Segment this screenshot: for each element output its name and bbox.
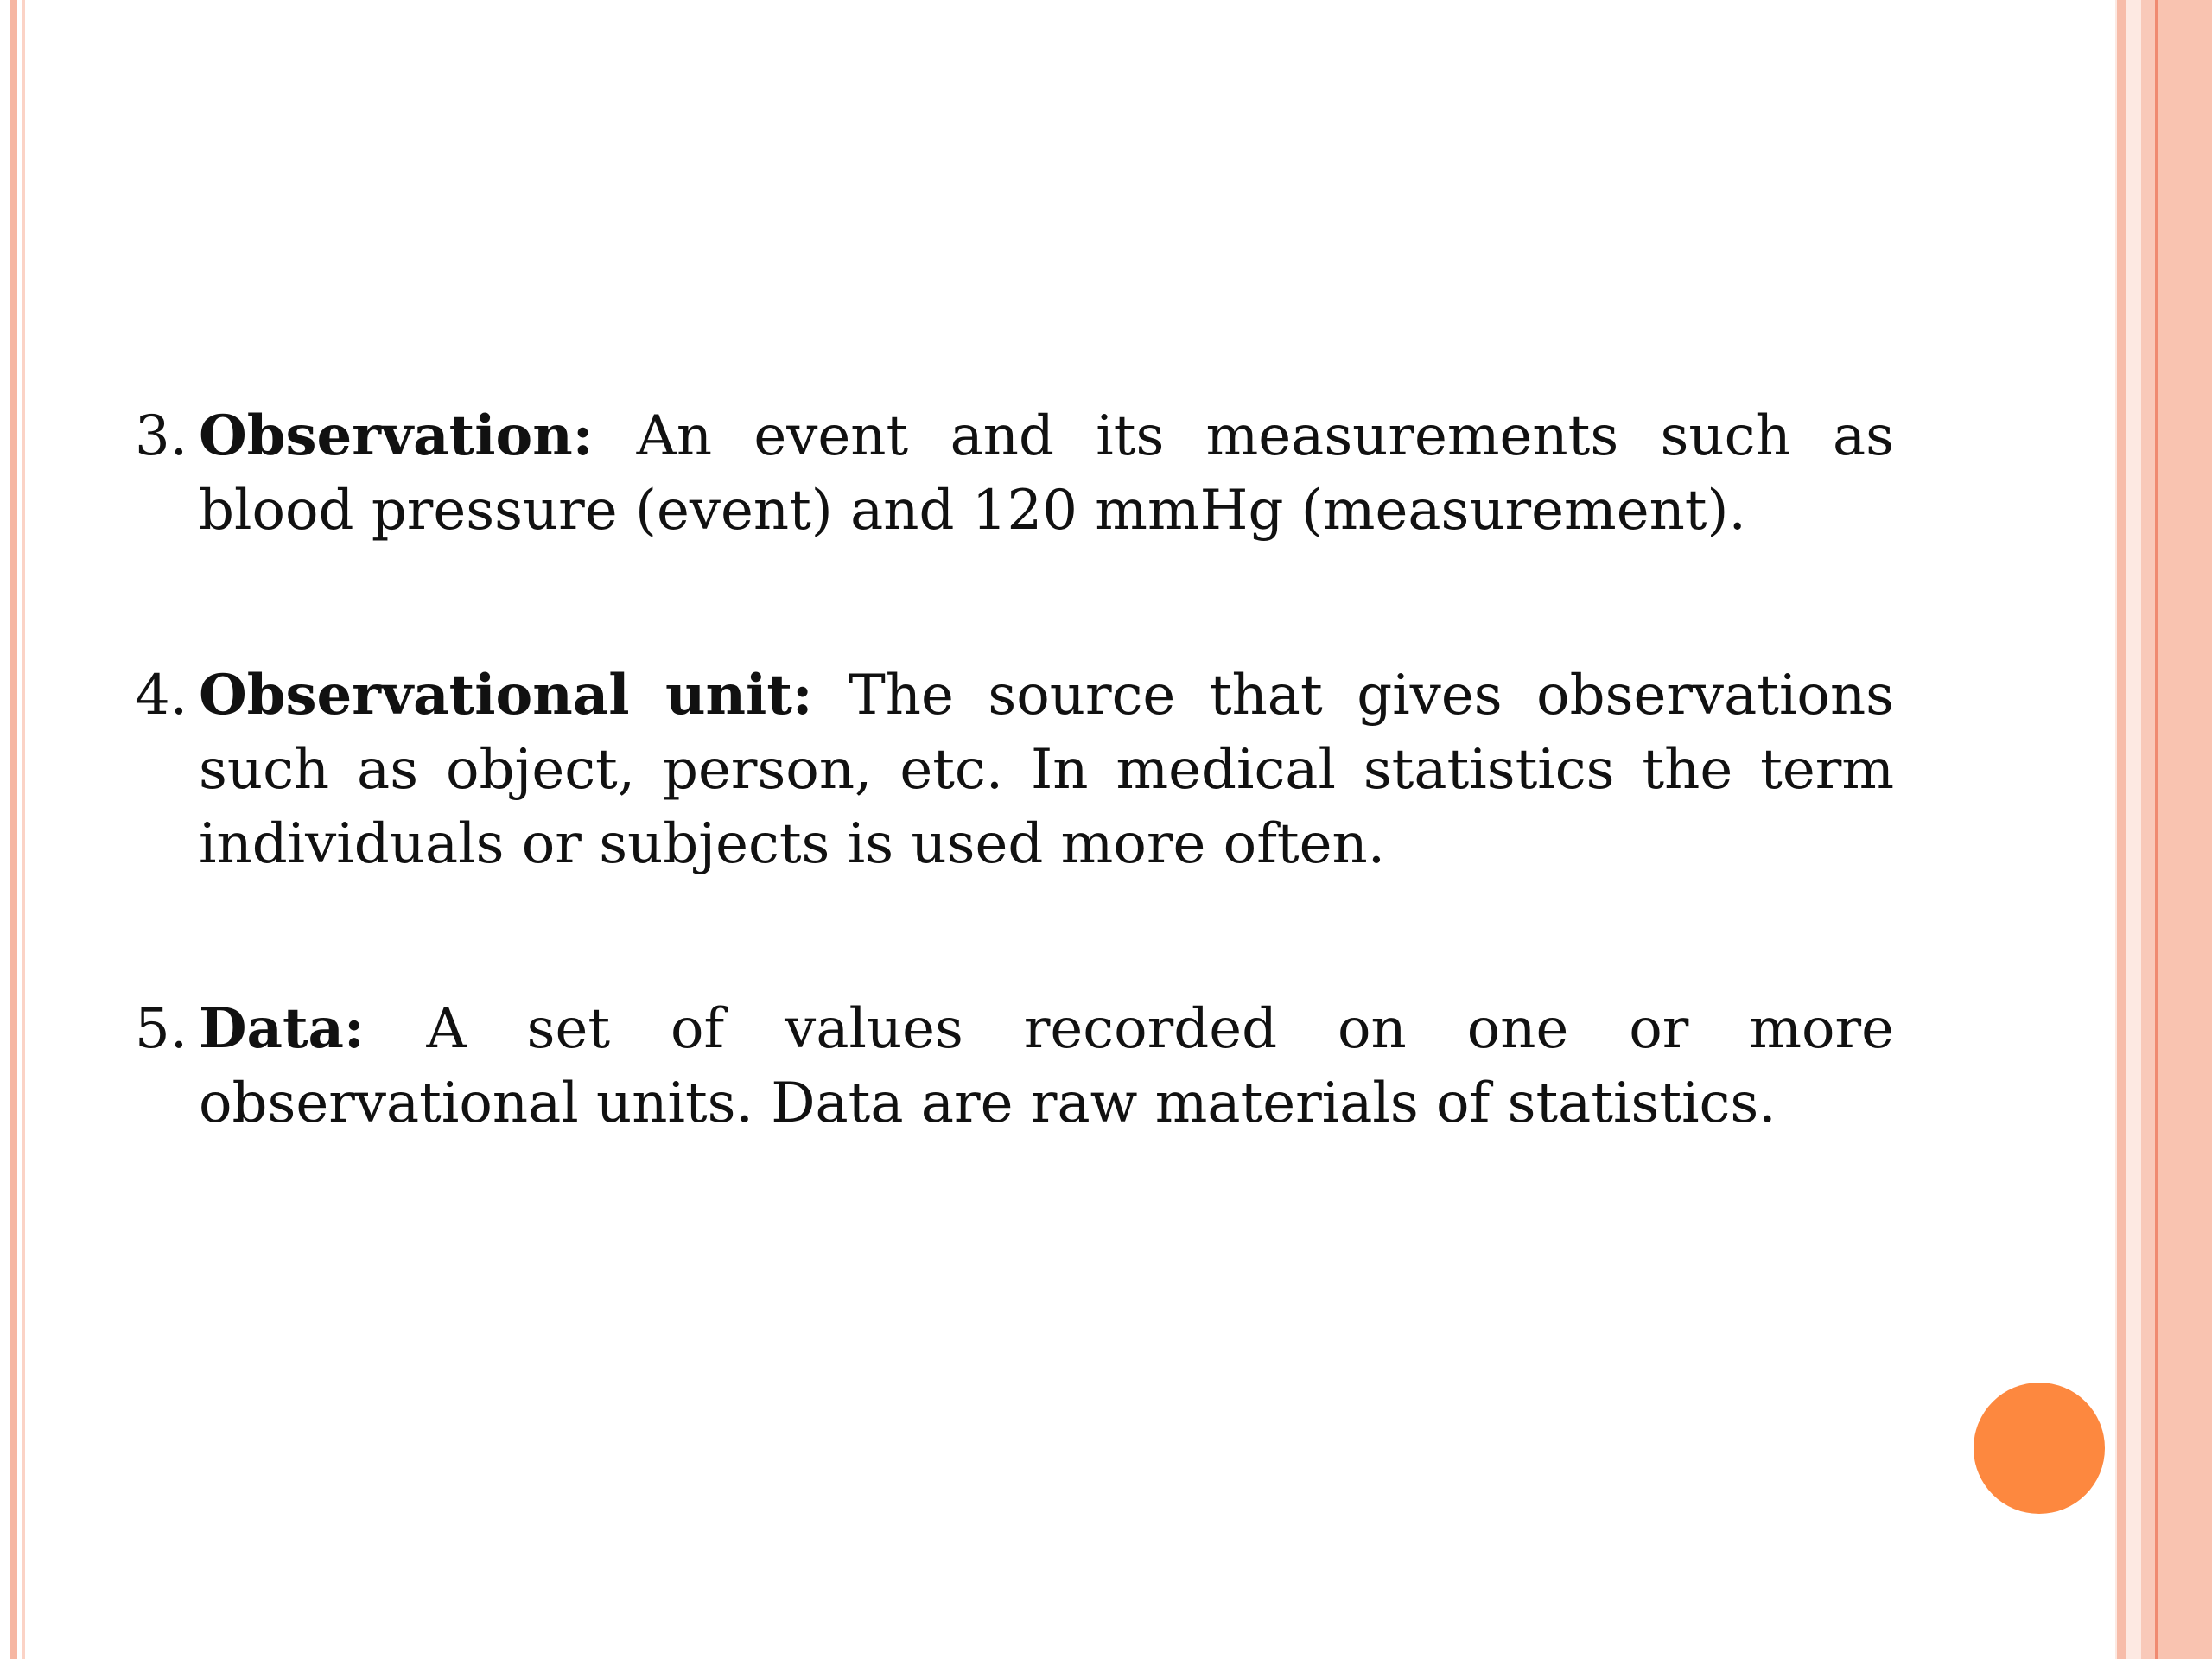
definition-item-data <box>135 992 1894 1141</box>
right-edge-line <box>2141 0 2155 1659</box>
left-edge-line <box>10 0 17 1659</box>
definition-item-observation <box>135 399 1894 548</box>
definition-item-observational-unit <box>135 658 1894 881</box>
item-term: Observational unit: <box>199 663 849 728</box>
orange-circle-decoration <box>1974 1382 2105 1514</box>
item-term: Observation: <box>199 404 637 468</box>
item-number: 5. <box>135 997 188 1061</box>
left-edge-line-thin <box>22 0 25 1659</box>
right-edge-line <box>2158 0 2212 1659</box>
item-text: The source that gives observations such as object, person, etc. In medical statistics the term individuals or subjects is used more often. <box>199 664 1895 876</box>
slide-body <box>135 399 1894 1141</box>
item-number: 3. <box>135 404 188 468</box>
item-text: An event and its measurements such as blood pressure (event) and 120 mmHg (measurement). <box>199 404 1895 543</box>
right-edge-line <box>2117 0 2126 1659</box>
item-term: Data: <box>199 996 427 1061</box>
item-number: 4. <box>135 664 188 728</box>
item-text: A set of values recorded on one or more observational units. Data are raw materials of statistics. <box>199 997 1895 1135</box>
